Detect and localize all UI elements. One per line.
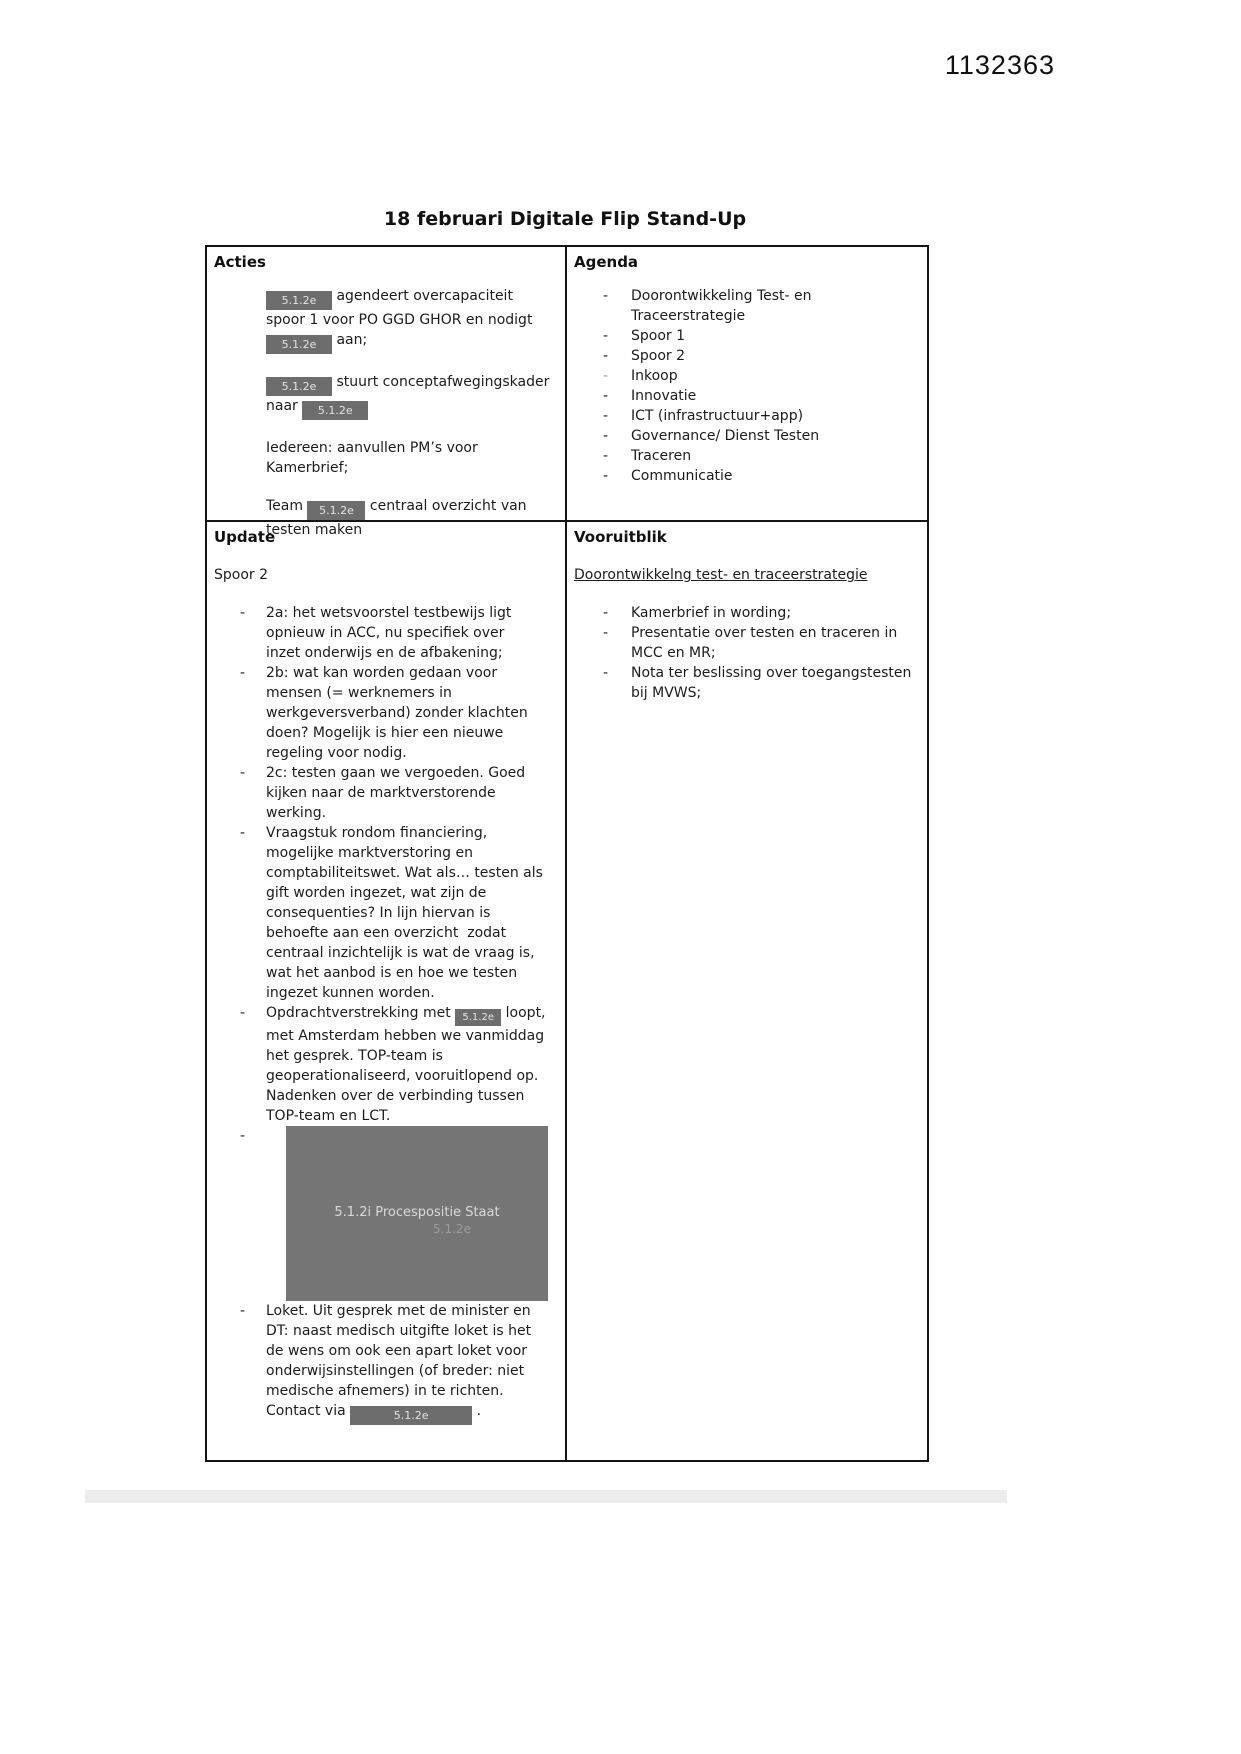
update-line: werkgeversverband) zonder klachten xyxy=(266,705,528,721)
vooruitblik-cell xyxy=(567,522,927,1460)
acties-text: Kamerbrief; xyxy=(266,460,349,476)
redaction-box: 5.1.2e xyxy=(350,1406,472,1425)
update-line: onderwijsinstellingen (of breder: niet xyxy=(266,1363,525,1379)
update-item xyxy=(214,663,557,763)
update-line: - 2c: testen gaan we vergoeden. Goed xyxy=(266,765,526,781)
redaction-box: 5.1.2e xyxy=(266,377,332,396)
update-line: de wens om ook een apart loket voor xyxy=(266,1343,528,1359)
vooruitblik-subheading: Doorontwikkelng test- en traceerstrategie xyxy=(574,567,868,583)
redacted-image-sub: 5.1.2e xyxy=(433,1222,471,1236)
update-cell xyxy=(207,522,567,1460)
update-header: Update xyxy=(214,528,276,546)
redaction-box: 5.1.2e xyxy=(266,291,332,310)
update-list xyxy=(214,603,557,1425)
update-line: - 2a: het wetsvoorstel testbewijs ligt xyxy=(266,605,512,621)
update-line xyxy=(266,1401,557,1425)
vooruitblik-item: - Nota ter beslissing over toegangstesten bij MVWS; xyxy=(574,663,919,703)
update-line: geoperationaliseerd, vooruitlopend op. xyxy=(266,1068,539,1084)
acties-text: Iedereen: aanvullen PM’s voor xyxy=(266,440,478,456)
redaction-box: 5.1.2e xyxy=(455,1009,501,1026)
acties-header: Acties xyxy=(214,253,266,271)
acties-text: Team xyxy=(266,498,304,514)
agenda-item: - Traceren xyxy=(574,446,919,466)
update-item xyxy=(214,1003,557,1126)
update-line: DT: naast medisch uitgifte loket is het xyxy=(266,1323,532,1339)
agenda-item: - ICT (infrastructuur+app) xyxy=(574,406,919,426)
update-item xyxy=(214,603,557,663)
update-line: gift worden ingezet, wat zijn de xyxy=(266,885,487,901)
agenda-item: - Spoor 1 xyxy=(574,326,919,346)
update-line: Nadenken over de verbinding tussen xyxy=(266,1088,525,1104)
update-text: Opdrachtverstrekking met xyxy=(266,1005,451,1021)
update-line: mensen (= werknemers in xyxy=(266,685,452,701)
agenda-item: - Doorontwikkeling Test- en Traceerstrategie xyxy=(574,286,919,326)
scan-artifact-band xyxy=(85,1490,1007,1503)
acties-paragraph-1 xyxy=(266,286,557,354)
agenda-item: - Spoor 2 xyxy=(574,346,919,366)
agenda-item: - Innovatie xyxy=(574,386,919,406)
update-item xyxy=(214,823,557,1003)
update-line: medische afnemers) in te richten. xyxy=(266,1383,504,1399)
update-line: opnieuw in ACC, nu specifiek over xyxy=(266,625,505,641)
update-line: behoefte aan een overzicht zodat xyxy=(266,925,507,941)
redaction-box: 5.1.2e xyxy=(307,501,365,520)
acties-text: testen maken xyxy=(266,522,363,538)
update-line: wat het aanbod is en hoe we testen xyxy=(266,965,518,981)
agenda-header: Agenda xyxy=(574,253,639,271)
agenda-item: - Communicatie xyxy=(574,466,919,486)
acties-paragraph-2 xyxy=(266,372,557,420)
update-line: met Amsterdam hebben we vanmiddag xyxy=(266,1028,545,1044)
redaction-box: 5.1.2e xyxy=(266,335,332,354)
update-line: regeling voor nodig. xyxy=(266,745,407,761)
agenda-item: - Governance/ Dienst Testen xyxy=(574,426,919,446)
update-line: mogelijke marktverstoring en xyxy=(266,845,473,861)
update-line: kijken naar de marktverstorende xyxy=(266,785,496,801)
agenda-list xyxy=(574,286,919,486)
vooruitblik-header: Vooruitblik xyxy=(574,528,667,546)
update-text: loopt, xyxy=(505,1005,546,1021)
update-line xyxy=(266,1003,557,1026)
acties-paragraph-3 xyxy=(266,438,557,478)
update-line: - Loket. Uit gesprek met de minister en xyxy=(266,1303,531,1319)
update-line: werking. xyxy=(266,805,327,821)
update-line: ingezet kunnen worden. xyxy=(266,985,435,1001)
update-line: doen? Mogelijk is hier een nieuwe xyxy=(266,725,504,741)
update-text: . xyxy=(476,1403,482,1419)
acties-text: agendeert overcapaciteit xyxy=(336,288,513,304)
update-intro: Spoor 2 xyxy=(214,567,269,583)
redacted-image-title: - 5.1.2i Procespositie Staat xyxy=(334,1205,500,1220)
update-line: consequenties? In lijn hiervan is xyxy=(266,905,491,921)
acties-text: naar xyxy=(266,398,298,414)
update-line: - 2b: wat kan worden gedaan voor xyxy=(266,665,498,681)
agenda-item: - Inkoop xyxy=(574,366,919,386)
update-item xyxy=(214,1301,557,1425)
update-line: TOP-team en LCT. xyxy=(266,1108,391,1124)
doc-number: 1132363 xyxy=(944,50,1055,80)
update-text: Contact via xyxy=(266,1403,346,1419)
standup-table xyxy=(205,245,929,1462)
redacted-image-box xyxy=(286,1126,548,1301)
acties-text: aan; xyxy=(336,332,368,348)
update-line: comptabiliteitswet. Wat als… testen als xyxy=(266,865,543,881)
vooruitblik-item: - Kamerbrief in wording; xyxy=(574,603,919,623)
update-line: inzet onderwijs en de afbakening; xyxy=(266,645,503,661)
update-line: het gesprek. TOP-team is xyxy=(266,1048,443,1064)
acties-text: spoor 1 voor PO GGD GHOR en nodigt xyxy=(266,312,533,328)
agenda-cell xyxy=(567,247,927,522)
redaction-box: 5.1.2e xyxy=(302,401,368,420)
update-item xyxy=(214,763,557,823)
page-title: 18 februari Digitale Flip Stand-Up xyxy=(383,208,747,230)
acties-text: stuurt conceptafwegingskader xyxy=(336,374,550,390)
update-line: centraal inzichtelijk is wat de vraag is, xyxy=(266,945,535,961)
acties-text: centraal overzicht van xyxy=(369,498,527,514)
vooruitblik-item: - Presentatie over testen en traceren in MCC en MR; xyxy=(574,623,919,663)
update-line: - Vraagstuk rondom financiering, xyxy=(266,825,488,841)
update-item-redacted-image xyxy=(214,1126,557,1301)
vooruitblik-list xyxy=(574,603,919,703)
